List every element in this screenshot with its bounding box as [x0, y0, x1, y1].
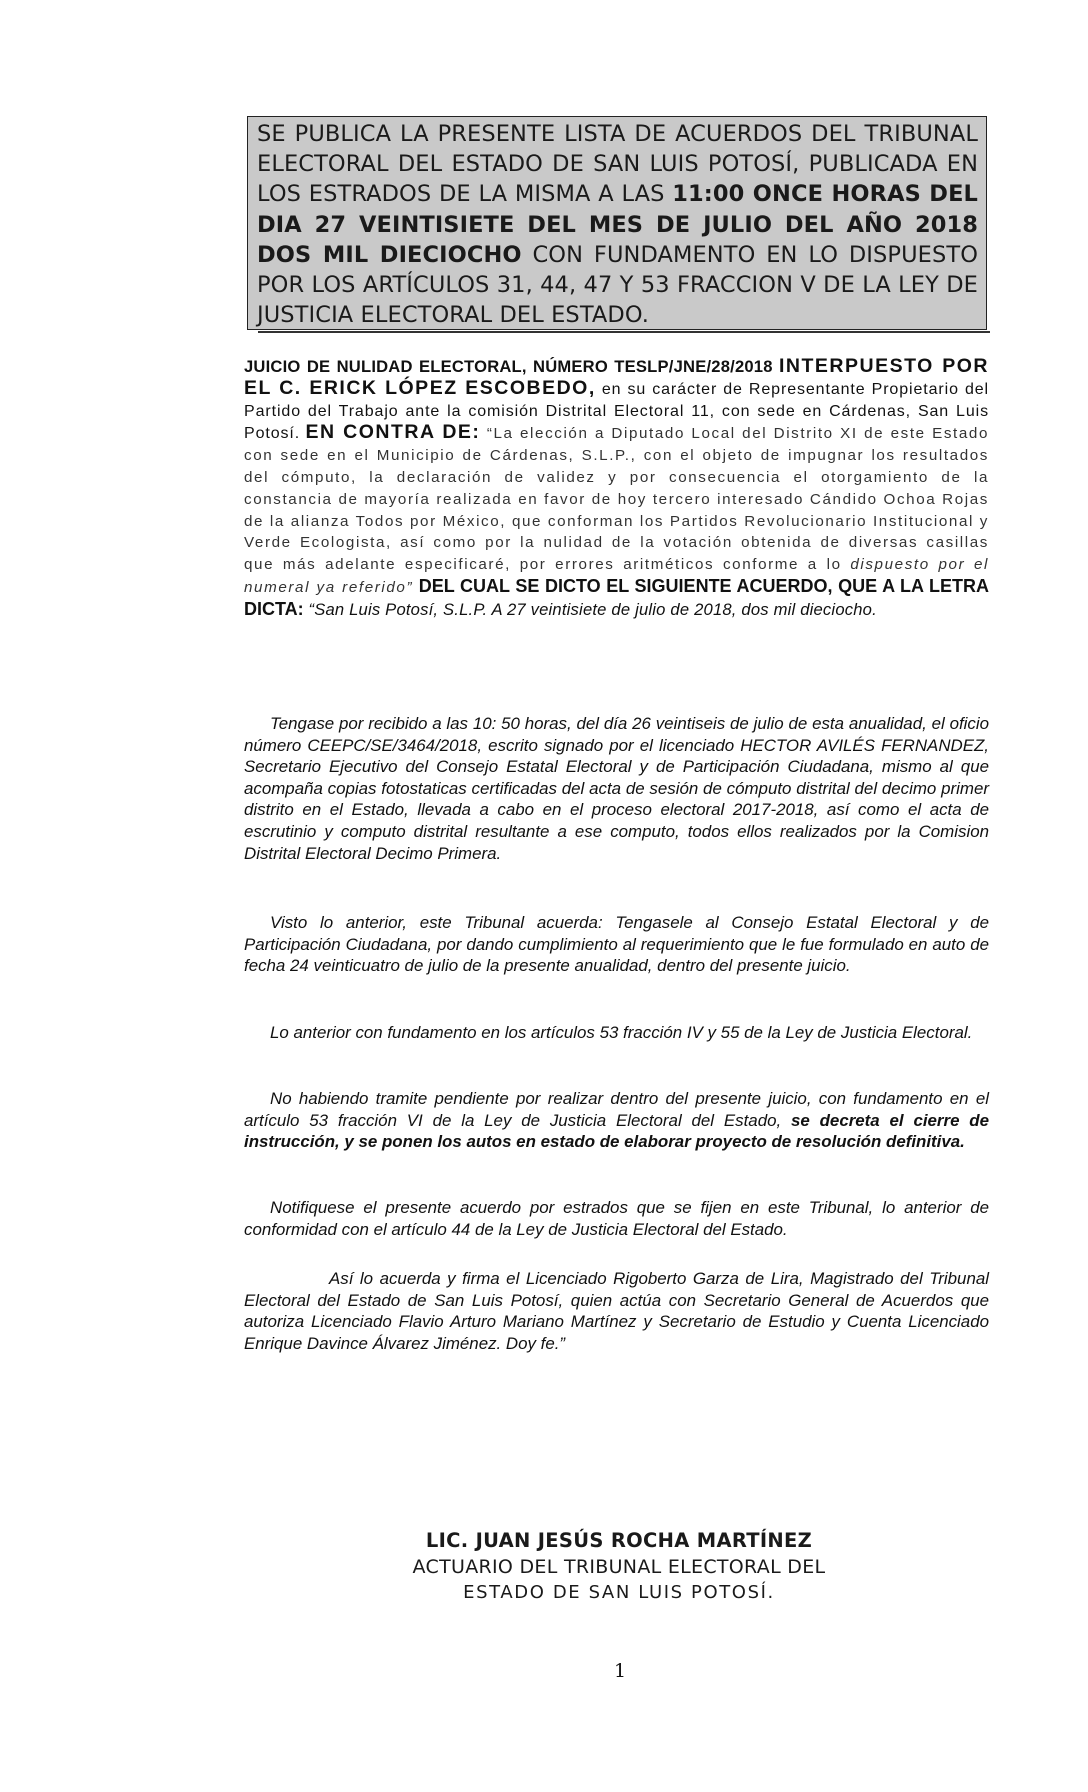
against-text-italic: dispuesto por el numeral ya referido”	[244, 556, 989, 596]
page-number: 1	[613, 1660, 627, 1682]
signatory-role-line2: ESTADO DE SAN LUIS POTOSÍ.	[463, 1582, 775, 1603]
notice-text-start: SE PUBLICA LA PRESENTE LISTA DE ACUERDOS DEL TRIBUNAL ELECTORAL DEL ESTADO DE SAN LUIS POTOSÍ, PUBLICADA EN LOS ESTRADOS DE LA MISMA A LAS	[257, 121, 978, 208]
paragraph-signature-statement: Así lo acuerda y firma el Licenciado Rigoberto Garza de Lira, Magistrado del Tribunal Electoral del Estado de San Luis Potosí, quien actúa con Secretario General de Acuerdos que autoriza Licenciado Flavio Arturo Mariano Martínez y Secretario de Estudio y Cuenta Licenciado Enrique Davince Álvarez Jiménez. Doy fe.”	[244, 1269, 989, 1353]
agreement-date: “San Luis Potosí, S.L.P. A 27 veintisiete de julio de 2018, dos mil dieciocho.	[303, 599, 877, 619]
signatory-role-line1: ACTUARIO DEL TRIBUNAL ELECTORAL DEL	[412, 1556, 826, 1578]
notice-datetime: 11:00 ONCE HORAS DEL DIA 27 VEINTISIETE DEL MES DE JULIO DEL AÑO 2018 DOS MIL DIECIOCHO	[257, 181, 978, 268]
against-text: “La elección a Diputado Local del Distrito XI de este Estado con sede en el Municipio de Cárdenas, S.L.P., con el objeto de impugnar los resultados del cómputo, la declaración de validez y por consecuencia el otorgamiento de la constancia de mayoría realizada en favor de hoy tercero interesado Cándido Ochoa Rojas de la alianza Todos por México, que conforman los Partidos Revolucionario Institucional y Verde Ecologista, así como por la nulidad de la votación obtenida de diversas casillas que más adelante especificaré, por errores aritméticos conforme a lo	[244, 425, 989, 574]
signatory-name: LIC. JUAN JESÚS ROCHA MARTÍNEZ	[425, 1529, 813, 1552]
closing-instruction-bold: se decreta el cierre de instrucción, y se ponen los autos en estado de elaborar proyecto de resolución definitiva.	[244, 1110, 989, 1152]
paragraph-notification: Notifiquese el presente acuerdo por estrados que se fijen en este Tribunal, lo anterior de conformidad con el artículo 44 de la Ley de Justicia Electoral del Estado.	[244, 1198, 989, 1239]
agreement-label: DEL CUAL SE DICTO EL SIGUIENTE ACUERDO, QUE A LA LETRA DICTA:	[244, 575, 989, 619]
case-filed-by: INTERPUESTO POR EL C. ERICK LÓPEZ ESCOBEDO,	[244, 355, 989, 399]
paragraph-receipt: Tengase por recibido a las 10: 50 horas, del día 26 veintiseis de julio de esta anualidad, el oficio número CEEPC/SE/3464/2018, escrito signado por el licenciado HECTOR AVILÉS FERNANDEZ, Secretario Ejecutivo del Consejo Estatal Electoral y de Participación Ciudadana, mismo al que acompaña copias fotostaticas certificadas del acta de sesión de cómputo distrital del decimo primer distrito en el Estado, llevada a cabo en el proceso electoral 2017-2018, así como el acta de escrutinio y computo distrital resultante a ese computo, todos ellos realizados por la Comision Distrital Electoral Decimo Primera.	[244, 714, 989, 863]
case-capacity: en su carácter de Representante Propietario del Partido del Trabajo ante la comisión Distrital Electoral 11, con sede en Cárdenas, San Luis Potosí.	[244, 380, 990, 443]
paragraph-tribunal-agrees: Visto lo anterior, este Tribunal acuerda: Tengasele al Consejo Estatal Electoral y de Participación Ciudadana, por dando cumplimiento al requerimiento que le fue formulado en auto de fecha 24 veinticuatro de julio de la presente anualidad, dentro del presente juicio.	[244, 913, 989, 976]
publication-notice-box	[247, 116, 987, 330]
paragraph-legal-basis: Lo anterior con fundamento en los artículos 53 fracción IV y 55 de la Ley de Justicia Electoral.	[270, 1023, 973, 1042]
notice-text-end: CON FUNDAMENTO EN LO DISPUESTO POR LOS ARTÍCULOS 31, 44, 47 Y 53 FRACCION V DE LA LEY DE JUSTICIA ELECTORAL DEL ESTADO.	[257, 241, 979, 329]
signature-block	[300, 1528, 938, 1606]
case-header	[244, 356, 989, 621]
against-label: EN CONTRA DE:	[305, 421, 481, 444]
notice-underline	[258, 331, 990, 333]
paragraph-closing-instruction	[244, 1088, 989, 1153]
closing-instruction-text: No habiendo tramite pendiente por realizar dentro del presente juicio, con fundamento en el artículo 53 fracción VI de la Ley de Justicia Electoral del Estado,	[244, 1089, 989, 1130]
case-number: JUICIO DE NULIDAD ELECTORAL, NÚMERO TESLP/JNE/28/2018	[244, 357, 773, 376]
